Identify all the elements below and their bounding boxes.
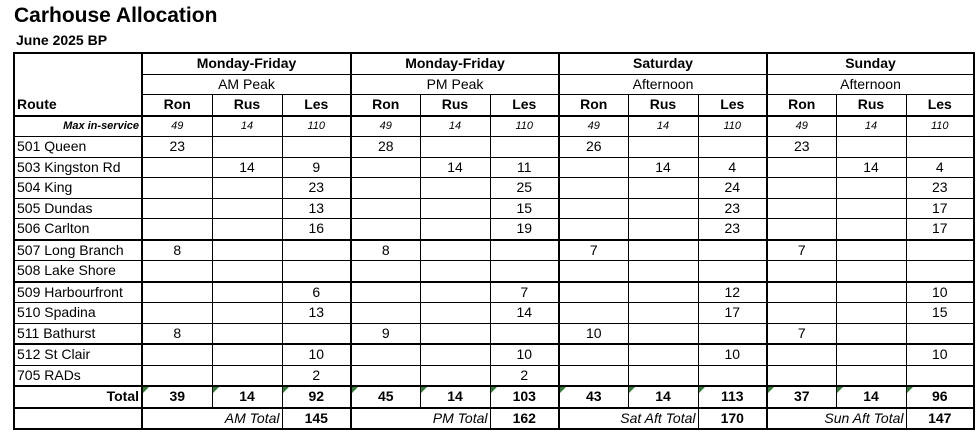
max-in-service-value: 110 (490, 116, 559, 137)
allocation-cell (282, 240, 351, 261)
carhouse-header: Rus (212, 95, 282, 116)
carhouse-header: Rus (836, 95, 906, 116)
route-name: 510 Spadina (14, 303, 142, 324)
allocation-cell (836, 282, 906, 303)
allocation-cell (142, 261, 212, 282)
route-name: 503 Kingston Rd (14, 157, 142, 178)
max-in-service-value: 49 (351, 116, 420, 137)
allocation-cell (628, 282, 698, 303)
group-period: Sunday (767, 53, 974, 74)
max-in-service-value: 110 (906, 116, 974, 137)
allocation-cell: 8 (142, 323, 212, 344)
allocation-cell (836, 303, 906, 324)
page-title: Carhouse Allocation (14, 4, 218, 27)
allocation-cell (698, 261, 767, 282)
period-total-value: 162 (490, 408, 559, 430)
allocation-cell: 7 (559, 240, 628, 261)
allocation-cell (906, 240, 974, 261)
allocation-cell (836, 323, 906, 344)
table-row (14, 365, 974, 386)
group-time: PM Peak (351, 74, 559, 95)
period-total-label: Sat Aft Total (559, 408, 698, 430)
allocation-cell (351, 178, 420, 199)
total-value: 14 (420, 386, 490, 408)
allocation-cell (767, 178, 836, 199)
allocation-cell: 10 (906, 344, 974, 365)
route-header: Route (14, 95, 142, 116)
total-value: 113 (698, 386, 767, 408)
allocation-cell: 11 (490, 157, 559, 178)
allocation-cell (767, 344, 836, 365)
allocation-cell (351, 365, 420, 386)
allocation-cell (836, 198, 906, 219)
allocation-cell (836, 137, 906, 158)
carhouse-header: Ron (142, 95, 212, 116)
allocation-cell (420, 261, 490, 282)
table-row (14, 323, 974, 344)
max-in-service-value: 110 (698, 116, 767, 137)
allocation-cell: 10 (282, 344, 351, 365)
max-in-service-value: 14 (420, 116, 490, 137)
allocation-cell (212, 198, 282, 219)
total-value: 14 (212, 386, 282, 408)
header-row-time (14, 74, 974, 95)
allocation-cell (559, 344, 628, 365)
allocation-cell (142, 219, 212, 240)
group-period: Saturday (559, 53, 767, 74)
route-name: 501 Queen (14, 137, 142, 158)
allocation-cell (351, 219, 420, 240)
allocation-cell (559, 198, 628, 219)
allocation-cell: 28 (351, 137, 420, 158)
max-in-service-value: 49 (142, 116, 212, 137)
allocation-cell (628, 240, 698, 261)
period-totals-row (14, 408, 974, 430)
route-name: 506 Carlton (14, 219, 142, 240)
allocation-cell: 26 (559, 137, 628, 158)
allocation-cell: 8 (142, 240, 212, 261)
allocation-cell (212, 261, 282, 282)
allocation-cell: 14 (490, 303, 559, 324)
allocation-cell (351, 261, 420, 282)
route-name: 507 Long Branch (14, 240, 142, 261)
allocation-cell (282, 137, 351, 158)
route-name: 511 Bathurst (14, 323, 142, 344)
allocation-cell (212, 303, 282, 324)
allocation-table (13, 52, 975, 430)
allocation-cell (767, 303, 836, 324)
allocation-cell (212, 365, 282, 386)
allocation-cell (282, 261, 351, 282)
allocation-cell (628, 178, 698, 199)
allocation-cell (142, 344, 212, 365)
allocation-cell (836, 178, 906, 199)
allocation-cell (351, 157, 420, 178)
total-value: 14 (628, 386, 698, 408)
allocation-cell (212, 344, 282, 365)
allocation-cell (906, 137, 974, 158)
allocation-cell: 15 (906, 303, 974, 324)
allocation-cell (767, 282, 836, 303)
total-value: 96 (906, 386, 974, 408)
allocation-cell (767, 365, 836, 386)
group-time: AM Peak (142, 74, 351, 95)
total-value: 43 (559, 386, 628, 408)
allocation-cell: 17 (906, 198, 974, 219)
allocation-cell (351, 303, 420, 324)
allocation-cell (142, 282, 212, 303)
allocation-cell (836, 219, 906, 240)
max-in-service-value: 49 (559, 116, 628, 137)
table-row (14, 198, 974, 219)
max-in-service-value: 14 (212, 116, 282, 137)
total-value: 45 (351, 386, 420, 408)
allocation-cell (628, 137, 698, 158)
period-total-value: 145 (282, 408, 351, 430)
allocation-cell (559, 282, 628, 303)
allocation-cell (628, 323, 698, 344)
allocation-cell (420, 137, 490, 158)
carhouse-header: Les (906, 95, 974, 116)
allocation-cell (767, 198, 836, 219)
allocation-cell (351, 198, 420, 219)
allocation-cell: 23 (142, 137, 212, 158)
allocation-cell (420, 303, 490, 324)
allocation-cell: 25 (490, 178, 559, 199)
allocation-cell (698, 323, 767, 344)
allocation-cell (906, 365, 974, 386)
page-subtitle: June 2025 BP (16, 32, 108, 48)
carhouse-header: Les (698, 95, 767, 116)
allocation-cell (906, 261, 974, 282)
max-in-service-label: Max in-service (14, 116, 142, 137)
allocation-cell: 14 (212, 157, 282, 178)
allocation-cell: 9 (351, 323, 420, 344)
allocation-cell (212, 178, 282, 199)
allocation-cell (420, 365, 490, 386)
allocation-cell: 23 (698, 219, 767, 240)
table-row (14, 219, 974, 240)
total-label: Total (14, 386, 142, 408)
group-time: Afternoon (767, 74, 974, 95)
allocation-cell (420, 219, 490, 240)
route-name: 508 Lake Shore (14, 261, 142, 282)
allocation-cell (420, 282, 490, 303)
allocation-cell: 2 (490, 365, 559, 386)
table-row (14, 137, 974, 158)
group-period: Monday-Friday (351, 53, 559, 74)
table-row (14, 157, 974, 178)
allocation-cell (767, 157, 836, 178)
period-total-label: PM Total (351, 408, 490, 430)
period-total-label: Sun Aft Total (767, 408, 906, 430)
allocation-cell: 12 (698, 282, 767, 303)
table-row (14, 344, 974, 365)
allocation-cell: 10 (698, 344, 767, 365)
allocation-cell (490, 137, 559, 158)
allocation-cell (906, 323, 974, 344)
allocation-cell (420, 198, 490, 219)
table-row (14, 178, 974, 199)
header-row-carhouse (14, 95, 974, 116)
header-corner (14, 74, 142, 95)
allocation-cell: 13 (282, 198, 351, 219)
allocation-cell (490, 240, 559, 261)
allocation-cell (628, 219, 698, 240)
carhouse-header: Ron (559, 95, 628, 116)
allocation-cell: 2 (282, 365, 351, 386)
allocation-cell (490, 261, 559, 282)
allocation-cell: 16 (282, 219, 351, 240)
allocation-cell: 9 (282, 157, 351, 178)
allocation-cell (142, 157, 212, 178)
allocation-cell (628, 261, 698, 282)
max-in-service-row (14, 116, 974, 137)
carhouse-header: Ron (351, 95, 420, 116)
max-in-service-value: 14 (836, 116, 906, 137)
allocation-cell (142, 303, 212, 324)
allocation-cell (628, 303, 698, 324)
allocation-cell (212, 282, 282, 303)
allocation-cell: 14 (836, 157, 906, 178)
allocation-cell: 10 (559, 323, 628, 344)
route-name: 512 St Clair (14, 344, 142, 365)
allocation-cell (559, 157, 628, 178)
carhouse-header: Les (490, 95, 559, 116)
allocation-cell (698, 365, 767, 386)
allocation-cell: 7 (767, 323, 836, 344)
allocation-cell (351, 282, 420, 303)
allocation-cell (836, 261, 906, 282)
allocation-cell (142, 178, 212, 199)
route-name: 705 RADs (14, 365, 142, 386)
allocation-cell (351, 344, 420, 365)
allocation-cell (559, 303, 628, 324)
group-time: Afternoon (559, 74, 767, 95)
allocation-cell: 4 (698, 157, 767, 178)
allocation-cell (698, 137, 767, 158)
allocation-cell: 23 (282, 178, 351, 199)
allocation-cell: 14 (628, 157, 698, 178)
period-total-label: AM Total (142, 408, 282, 430)
carhouse-header: Ron (767, 95, 836, 116)
allocation-cell: 15 (490, 198, 559, 219)
period-total-value: 170 (698, 408, 767, 430)
allocation-cell (420, 240, 490, 261)
allocation-cell (142, 198, 212, 219)
table-row (14, 240, 974, 261)
allocation-cell: 23 (698, 198, 767, 219)
allocation-cell (420, 323, 490, 344)
carhouse-header: Rus (420, 95, 490, 116)
allocation-cell (559, 178, 628, 199)
allocation-cell (698, 240, 767, 261)
allocation-cell (420, 344, 490, 365)
allocation-cell: 13 (282, 303, 351, 324)
allocation-cell (212, 219, 282, 240)
route-name: 505 Dundas (14, 198, 142, 219)
allocation-cell (282, 323, 351, 344)
allocation-cell: 17 (906, 219, 974, 240)
total-value: 14 (836, 386, 906, 408)
allocation-cell: 8 (351, 240, 420, 261)
route-name: 504 King (14, 178, 142, 199)
total-row (14, 386, 974, 408)
allocation-cell: 10 (490, 344, 559, 365)
total-value: 92 (282, 386, 351, 408)
carhouse-header: Rus (628, 95, 698, 116)
allocation-cell (836, 344, 906, 365)
allocation-cell: 14 (420, 157, 490, 178)
carhouse-header: Les (282, 95, 351, 116)
allocation-cell (836, 365, 906, 386)
allocation-cell: 7 (767, 240, 836, 261)
allocation-cell (767, 219, 836, 240)
period-totals-blank (14, 408, 142, 430)
allocation-cell (628, 198, 698, 219)
allocation-cell: 6 (282, 282, 351, 303)
allocation-cell (212, 240, 282, 261)
max-in-service-value: 14 (628, 116, 698, 137)
group-period: Monday-Friday (142, 53, 351, 74)
allocation-cell: 10 (906, 282, 974, 303)
allocation-cell (490, 323, 559, 344)
allocation-cell (628, 365, 698, 386)
allocation-cell: 7 (490, 282, 559, 303)
allocation-cell: 19 (490, 219, 559, 240)
allocation-cell: 23 (767, 137, 836, 158)
header-row-period (14, 53, 974, 74)
allocation-cell (212, 323, 282, 344)
allocation-cell (212, 137, 282, 158)
table-row (14, 261, 974, 282)
period-total-value: 147 (906, 408, 974, 430)
allocation-cell: 24 (698, 178, 767, 199)
max-in-service-value: 49 (767, 116, 836, 137)
allocation-cell (559, 365, 628, 386)
table-row (14, 282, 974, 303)
total-value: 103 (490, 386, 559, 408)
allocation-cell: 23 (906, 178, 974, 199)
max-in-service-value: 110 (282, 116, 351, 137)
route-name: 509 Harbourfront (14, 282, 142, 303)
total-value: 39 (142, 386, 212, 408)
allocation-cell: 4 (906, 157, 974, 178)
allocation-cell (767, 261, 836, 282)
allocation-cell (559, 261, 628, 282)
table-row (14, 303, 974, 324)
allocation-cell (628, 344, 698, 365)
allocation-cell: 17 (698, 303, 767, 324)
allocation-cell (420, 178, 490, 199)
allocation-cell (836, 240, 906, 261)
allocation-cell (559, 219, 628, 240)
header-corner (14, 53, 142, 74)
total-value: 37 (767, 386, 836, 408)
allocation-cell (142, 365, 212, 386)
